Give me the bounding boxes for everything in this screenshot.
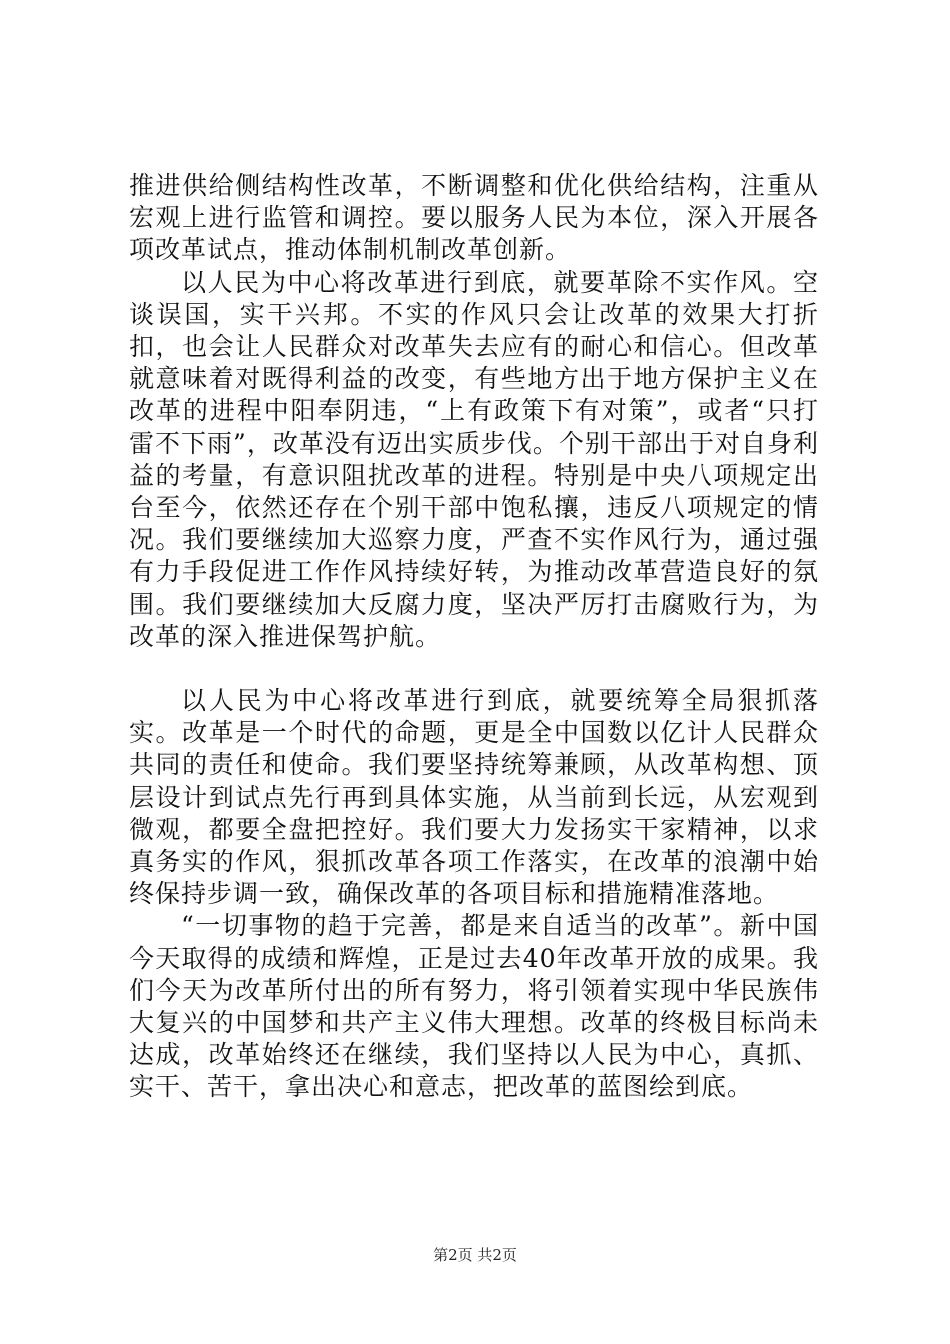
document-body <box>129 170 819 1104</box>
paragraph-continuation: 推进供给侧结构性改革，不断调整和优化供给结构，注重从宏观上进行监管和调控。要以服务人民为本位，深入开展各项改革试点，推动体制机制改革创新。 <box>129 171 819 265</box>
paragraph-conclusion: “一切事物的趋于完善，都是来自适当的改革”。新中国今天取得的成绩和辉煌，正是过去40年改革开放的成果。我们今天为改革所付出的所有努力，将引领着实现中华民族伟大复兴的中国梦和共产主义伟大理想。改革的终极目标尚未达成，改革始终还在继续，我们坚持以人民为中心，真抓、实干、苦干，拿出决心和意志，把改革的蓝图绘到底。 <box>129 911 819 1102</box>
paragraph-overall-planning: 以人民为中心将改革进行到底，就要统筹全局狠抓落实。改革是一个时代的命题，更是全中国数以亿计人民群众共同的责任和使命。我们要坚持统筹兼顾，从改革构想、顶层设计到试点先行再到具体实施，从当前到长远，从宏观到微观，都要全盘把控好。我们要大力发扬实干家精神，以求真务实的作风，狠抓改革各项工作落实，在改革的浪潮中始终保持步调一致，确保改革的各项目标和措施精准落地。 <box>129 686 819 909</box>
page-footer: 第2页 共2页 <box>433 1246 517 1264</box>
paragraph-remove-impractical-style: 以人民为中心将改革进行到底，就要革除不实作风。空谈误国，实干兴邦。不实的作风只会让改革的效果大打折扣，也会让人民群众对改革失去应有的耐心和信心。但改革就意味着对既得利益的改变，有些地方出于地方保护主义在改革的进程中阳奉阴违，“上有政策下有对策”，或者“只打雷不下雨”，改革没有迈出实质步伐。个别干部出于对自身利益的考量，有意识阻扰改革的进程。特别是中央八项规定出台至今，依然还存在个别干部中饱私攘，违反八项规定的情况。我们要继续加大巡察力度，严查不实作风行为，通过强有力手段促进工作作风持续好转，为推动改革营造良好的氛围。我们要继续加大反腐力度，坚决严厉打击腐败行为，为改革的深入推进保驾护航。 <box>129 267 819 651</box>
